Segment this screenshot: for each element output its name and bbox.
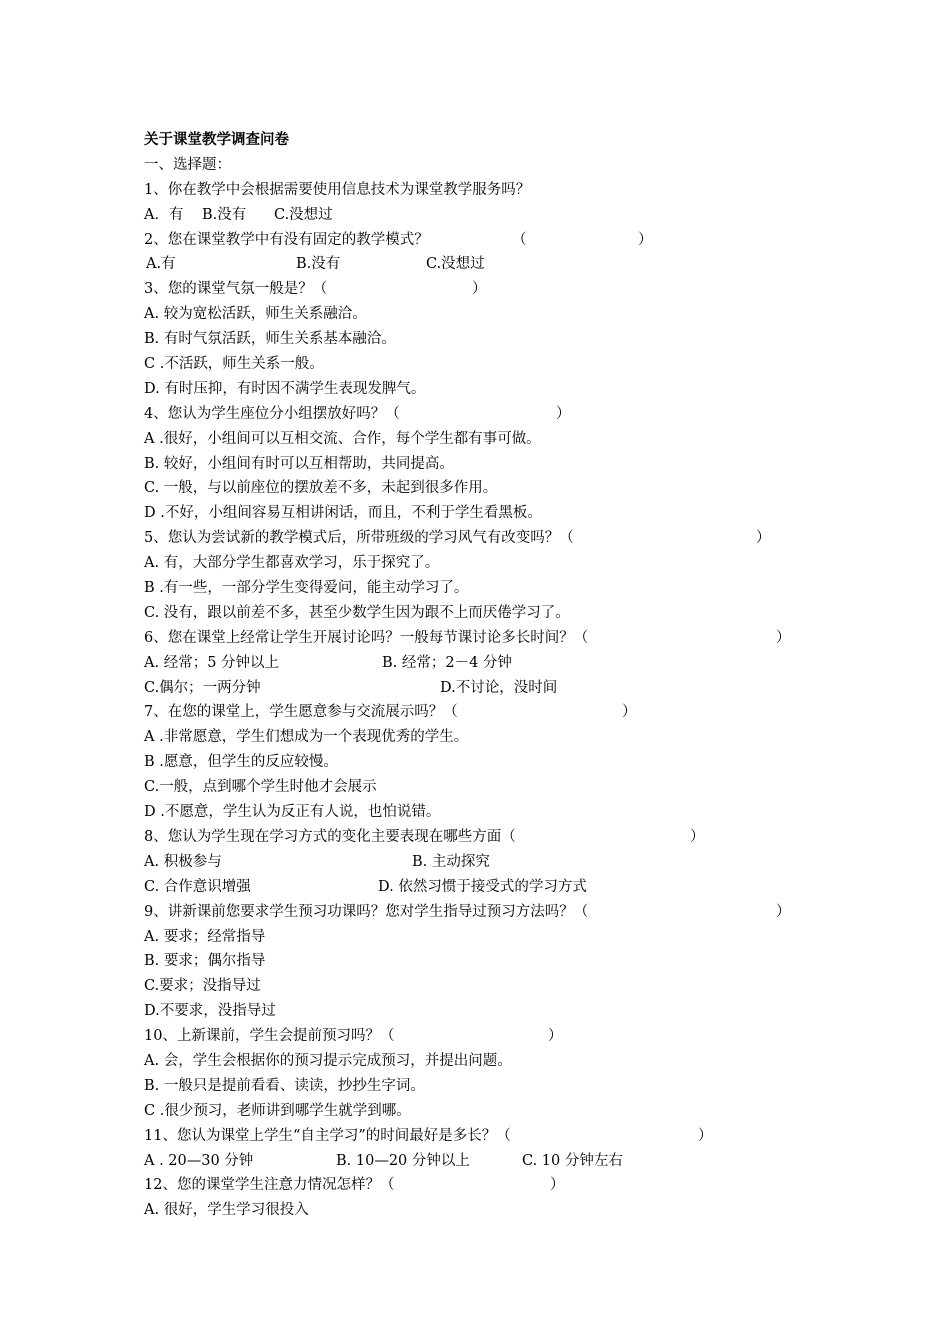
doc-line bbox=[144, 576, 844, 601]
option-text: ） bbox=[550, 1177, 565, 1194]
doc-line bbox=[144, 900, 844, 925]
line-text: 12、您的课堂学生注意力情况怎样？（ bbox=[144, 1177, 395, 1194]
doc-line bbox=[144, 327, 844, 352]
doc-line bbox=[144, 203, 844, 228]
line-text: D .不愿意，学生认为反正有人说，也怕说错。 bbox=[144, 804, 441, 821]
doc-line bbox=[144, 526, 844, 551]
line-text: A. 较为宽松活跃，师生关系融洽。 bbox=[144, 306, 367, 323]
line-text: C.一般，点到哪个学生时他才会展示 bbox=[144, 779, 377, 796]
line-text: C. 没有，跟以前差不多，甚至少数学生因为跟不上而厌倦学习了。 bbox=[144, 604, 570, 621]
doc-line bbox=[144, 974, 844, 999]
doc-line bbox=[144, 601, 844, 626]
option-text: ） bbox=[638, 231, 653, 248]
option-text: ） bbox=[622, 704, 637, 721]
line-text: B. 较好，小组间有时可以互相帮助，共同提高。 bbox=[144, 455, 454, 472]
option-text: A. 经常；5 分钟以上 bbox=[144, 654, 280, 671]
option-text: ） bbox=[756, 530, 771, 547]
doc-line bbox=[144, 427, 844, 452]
doc-line bbox=[144, 800, 844, 825]
section-heading: 一、选择题： bbox=[144, 156, 231, 173]
line-text: B. 有时气氛活跃，师生关系基本融洽。 bbox=[144, 331, 396, 348]
doc-line bbox=[144, 750, 844, 775]
line-text: C .不活跃，师生关系一般。 bbox=[144, 356, 324, 373]
questionnaire-document bbox=[144, 128, 844, 1223]
line-text: A. 要求；经常指导 bbox=[144, 928, 266, 945]
doc-line bbox=[144, 725, 844, 750]
line-text: C .很少预习，老师讲到哪学生就学到哪。 bbox=[144, 1102, 411, 1119]
doc-line bbox=[144, 551, 844, 576]
option-text: C.偶尔；一两分钟 bbox=[144, 679, 261, 696]
doc-line bbox=[144, 501, 844, 526]
doc-line bbox=[144, 452, 844, 477]
doc-line bbox=[144, 377, 844, 402]
line-text: 8、您认为学生现在学习方式的变化主要表现在哪些方面（ bbox=[144, 828, 516, 845]
line-text: 5、您认为尝试新的教学模式后，所带班级的学习风气有改变吗？（ bbox=[144, 530, 574, 547]
option-text: B.没有 bbox=[202, 206, 247, 223]
option-text: ） bbox=[472, 281, 487, 298]
option-text: B. 10—20 分钟以上 bbox=[336, 1152, 470, 1169]
option-text: （ bbox=[512, 231, 527, 248]
line-text: D. 有时压抑，有时因不满学生表现发脾气。 bbox=[144, 380, 426, 397]
document-title: 关于课堂教学调查问卷 bbox=[144, 131, 289, 148]
option-text: ） bbox=[556, 405, 571, 422]
line-text: A. 很好，学生学习很投入 bbox=[144, 1202, 309, 1219]
doc-line bbox=[144, 700, 844, 725]
option-text: A . 20—30 分钟 bbox=[144, 1152, 254, 1169]
option-text: ） bbox=[776, 629, 791, 646]
doc-line bbox=[144, 1074, 844, 1099]
line-text: B. 要求；偶尔指导 bbox=[144, 953, 266, 970]
line-text: 2、您在课堂教学中有没有固定的教学模式？ bbox=[144, 231, 429, 248]
doc-line bbox=[144, 850, 844, 875]
line-text: B. 一般只是提前看看、读读，抄抄生字词。 bbox=[144, 1077, 425, 1094]
doc-line bbox=[144, 875, 844, 900]
doc-line bbox=[144, 949, 844, 974]
doc-line bbox=[144, 252, 844, 277]
line-text: D .不好，小组间容易互相讲闲话，而且，不利于学生看黑板。 bbox=[144, 505, 542, 522]
option-text: ） bbox=[698, 1127, 713, 1144]
line-text: B .愿意，但学生的反应较慢。 bbox=[144, 754, 338, 771]
doc-line bbox=[144, 651, 844, 676]
doc-line bbox=[144, 1099, 844, 1124]
doc-line bbox=[144, 676, 844, 701]
question-lines bbox=[144, 178, 844, 1223]
doc-line bbox=[144, 302, 844, 327]
option-text: C. 合作意识增强 bbox=[144, 878, 251, 895]
doc-line bbox=[144, 402, 844, 427]
line-text: 11、您认为课堂上学生“自主学习”的时间最好是多长？（ bbox=[144, 1127, 511, 1144]
line-text: A .很好，小组间可以互相交流、合作，每个学生都有事可做。 bbox=[144, 430, 541, 447]
doc-line bbox=[144, 1173, 844, 1198]
option-text: C.没想过 bbox=[426, 256, 485, 273]
doc-line bbox=[144, 1198, 844, 1223]
doc-line bbox=[144, 775, 844, 800]
line-text: 3、您的课堂气氛一般是？（ bbox=[144, 281, 328, 298]
line-text: 9、讲新课前您要求学生预习功课吗？您对学生指导过预习方法吗？（ bbox=[144, 903, 589, 920]
option-text: A.有 bbox=[146, 256, 176, 273]
doc-line bbox=[144, 825, 844, 850]
line-text: C. 一般，与以前座位的摆放差不多，未起到很多作用。 bbox=[144, 480, 498, 497]
option-text: D. 依然习惯于接受式的学习方式 bbox=[378, 878, 587, 895]
option-text: ） bbox=[776, 903, 791, 920]
doc-line bbox=[144, 1149, 844, 1174]
doc-line bbox=[144, 352, 844, 377]
doc-line bbox=[144, 277, 844, 302]
line-text: 1、你在教学中会根据需要使用信息技术为课堂教学服务吗？ bbox=[144, 181, 531, 198]
line-text: D.不要求，没指导过 bbox=[144, 1003, 276, 1020]
option-text: A．有 bbox=[144, 206, 184, 223]
option-text: ） bbox=[690, 828, 705, 845]
line-text: A .非常愿意，学生们想成为一个表现优秀的学生。 bbox=[144, 729, 469, 746]
doc-line bbox=[144, 178, 844, 203]
doc-line bbox=[144, 1124, 844, 1149]
option-text: B. 经常；2－4 分钟 bbox=[382, 654, 512, 671]
doc-line bbox=[144, 1024, 844, 1049]
option-text: ） bbox=[548, 1028, 563, 1045]
line-text: B .有一些，一部分学生变得爱问，能主动学习了。 bbox=[144, 580, 469, 597]
option-text: C. 10 分钟左右 bbox=[522, 1152, 623, 1169]
line-text: 10、上新课前，学生会提前预习吗？（ bbox=[144, 1028, 395, 1045]
doc-line bbox=[144, 626, 844, 651]
doc-line bbox=[144, 476, 844, 501]
doc-line bbox=[144, 925, 844, 950]
option-text: A. 积极参与 bbox=[144, 853, 222, 870]
line-text: A. 会，学生会根据你的预习提示完成预习，并提出问题。 bbox=[144, 1052, 512, 1069]
option-text: D.不讨论，没时间 bbox=[440, 679, 558, 696]
doc-line bbox=[144, 999, 844, 1024]
doc-line bbox=[144, 228, 844, 253]
line-text: 4、您认为学生座位分小组摆放好吗？（ bbox=[144, 405, 400, 422]
line-text: A. 有，大部分学生都喜欢学习，乐于探究了。 bbox=[144, 555, 440, 572]
option-text: C.没想过 bbox=[274, 206, 333, 223]
doc-line bbox=[144, 1049, 844, 1074]
option-text: B. 主动探究 bbox=[412, 853, 490, 870]
line-text: 7、在您的课堂上，学生愿意参与交流展示吗？（ bbox=[144, 704, 458, 721]
line-text: C.要求；没指导过 bbox=[144, 978, 261, 995]
option-text: B.没有 bbox=[296, 256, 341, 273]
line-text: 6、您在课堂上经常让学生开展讨论吗？一般每节课讨论多长时间？（ bbox=[144, 629, 589, 646]
